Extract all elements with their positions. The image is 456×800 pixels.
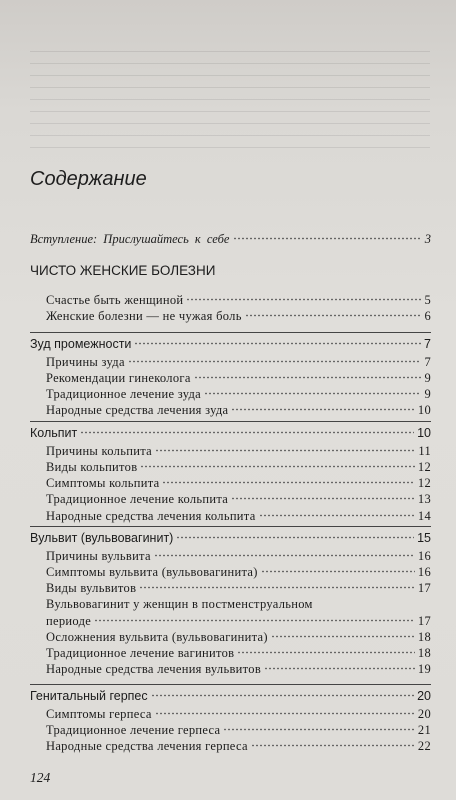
dot-leader — [154, 554, 415, 557]
section-separator — [30, 332, 431, 333]
section-separator — [30, 526, 431, 527]
toc-page-number: 20 — [417, 689, 431, 703]
toc-entry-label: Виды кольпитов — [46, 460, 138, 475]
toc-subentry[interactable] — [46, 370, 431, 386]
toc-subentry[interactable] — [46, 706, 431, 722]
toc-subentry[interactable] — [46, 613, 431, 629]
toc-page-number: 10 — [417, 426, 431, 440]
toc-entry-label: Народные средства лечения герпеса — [46, 739, 248, 754]
toc-section-entry[interactable] — [30, 530, 431, 546]
dot-leader — [80, 431, 414, 434]
toc-entry-label: Народные средства лечения зуда — [46, 403, 229, 418]
toc-entry-label: Зуд промежности — [30, 337, 132, 351]
dot-leader — [151, 694, 414, 697]
toc-entry-label: периоде — [46, 613, 92, 628]
toc-subentry[interactable] — [46, 308, 431, 324]
toc-page-number: 6 — [424, 309, 431, 324]
toc-subentry[interactable] — [46, 443, 431, 459]
toc-subentry[interactable] — [46, 661, 431, 677]
toc-entry-label: Причины зуда — [46, 355, 125, 370]
toc-subentry[interactable] — [46, 354, 431, 370]
toc-entry-label: Традиционное лечение кольпита — [46, 492, 229, 507]
dot-leader — [271, 635, 415, 638]
dot-leader — [261, 570, 415, 573]
dot-leader — [139, 586, 415, 589]
part-heading: ЧИСТО ЖЕНСКИЕ БОЛЕЗНИ — [30, 263, 216, 278]
toc-entry-label: Симптомы герпеса — [46, 707, 152, 722]
dot-leader — [162, 481, 414, 484]
toc-subentry[interactable] — [46, 386, 431, 402]
toc-entry-label: Причины вульвита — [46, 549, 151, 564]
dot-leader — [155, 449, 415, 452]
toc-subentry[interactable] — [46, 292, 431, 308]
toc-entry-label: Осложнения вульвита (вульвовагинита) — [46, 629, 268, 644]
toc-section-entry[interactable] — [30, 336, 431, 352]
toc-subentry[interactable] — [46, 738, 431, 754]
toc-subentry[interactable] — [46, 548, 431, 564]
toc-page-number: 7 — [424, 355, 431, 370]
toc-subentry[interactable] — [46, 722, 431, 738]
toc-subentry[interactable] — [46, 402, 431, 418]
toc-page-number: 12 — [417, 476, 431, 491]
dot-leader — [223, 728, 414, 731]
toc-entry-label: Вульвит (вульвовагинит) — [30, 531, 174, 545]
toc-page-number: 14 — [417, 508, 431, 523]
toc-page-number: 9 — [424, 387, 431, 402]
dot-leader — [259, 514, 415, 517]
dot-leader — [251, 744, 415, 747]
toc-page-number: 17 — [417, 613, 431, 628]
dot-leader — [204, 392, 421, 395]
toc-page-number: 16 — [417, 565, 431, 580]
dot-leader — [176, 536, 414, 539]
toc-entry-intro[interactable] — [30, 231, 431, 247]
toc-page-number: 20 — [417, 707, 431, 722]
toc-entry-label: Традиционное лечение герпеса — [46, 723, 221, 738]
dot-leader — [233, 237, 422, 240]
toc-page-number: 7 — [424, 337, 431, 351]
toc-page-number: 13 — [417, 492, 431, 507]
dot-leader — [237, 651, 415, 654]
dot-leader — [128, 360, 422, 363]
section-separator — [30, 684, 431, 685]
toc-page-number: 21 — [417, 723, 431, 738]
toc-entry-label: Виды вульвитов — [46, 581, 137, 596]
toc-entry-label: Традиционное лечение зуда — [46, 387, 201, 402]
dot-leader — [245, 314, 422, 317]
toc-page-number: 15 — [417, 531, 431, 545]
toc-section-entry[interactable] — [30, 425, 431, 441]
toc-subentry[interactable] — [46, 596, 313, 612]
dot-leader — [194, 376, 422, 379]
toc-entry-label: Счастье быть женщиной — [46, 293, 184, 307]
toc-page-number: 16 — [417, 549, 431, 564]
toc-page-number: 18 — [417, 629, 431, 644]
toc-subentry[interactable] — [46, 629, 431, 645]
dot-leader — [140, 465, 414, 468]
toc-entry-label: Причины кольпита — [46, 444, 152, 459]
dot-leader — [231, 497, 415, 500]
page-number: 124 — [30, 770, 51, 785]
toc-entry-label: Симптомы кольпита — [46, 476, 160, 491]
dot-leader — [186, 298, 421, 301]
toc-page-number: 22 — [417, 739, 431, 754]
toc-page-number: 5 — [424, 293, 431, 307]
toc-entry-label: Генитальный герпес — [30, 689, 148, 703]
dot-leader — [264, 667, 415, 670]
toc-section-entry[interactable] — [30, 688, 431, 704]
toc-page-number: 10 — [417, 403, 431, 418]
toc-entry-label: Симптомы вульвита (вульвовагинита) — [46, 565, 258, 580]
toc-subentry[interactable] — [46, 564, 431, 580]
toc-page-number: 3 — [424, 232, 431, 246]
toc-subentry[interactable] — [46, 475, 431, 491]
dot-leader — [155, 712, 415, 715]
toc-page-number: 18 — [417, 645, 431, 660]
toc-page-number: 17 — [417, 581, 431, 596]
toc-page-number: 12 — [417, 460, 431, 475]
dot-leader — [231, 408, 414, 411]
toc-entry-label: Женские болезни — не чужая боль — [46, 309, 242, 324]
section-separator — [30, 421, 431, 422]
toc-entry-label: Кольпит — [30, 426, 78, 440]
toc-subentry[interactable] — [46, 508, 431, 524]
dot-leader — [134, 342, 421, 345]
toc-page-number: 9 — [424, 371, 431, 386]
toc-page-number: 19 — [417, 661, 431, 676]
toc-subentry[interactable] — [46, 491, 431, 507]
toc-entry-label: Рекомендации гинеколога — [46, 371, 191, 386]
toc-entry-label: Народные средства лечения кольпита — [46, 508, 256, 523]
toc-entry-label: Вульвовагинит у женщин в постменструальном — [46, 597, 313, 612]
toc-entry-label: Вступление: Прислушайтесь к себе — [30, 232, 230, 246]
toc-entry-label: Традиционное лечение вагинитов — [46, 645, 235, 660]
toc-page-number: 11 — [418, 444, 431, 459]
toc-entry-label: Народные средства лечения вульвитов — [46, 661, 262, 676]
toc-subentry[interactable] — [46, 459, 431, 475]
page-title: Содержание — [30, 168, 147, 190]
toc-subentry[interactable] — [46, 580, 431, 596]
dot-leader — [94, 619, 415, 622]
toc-subentry[interactable] — [46, 645, 431, 661]
